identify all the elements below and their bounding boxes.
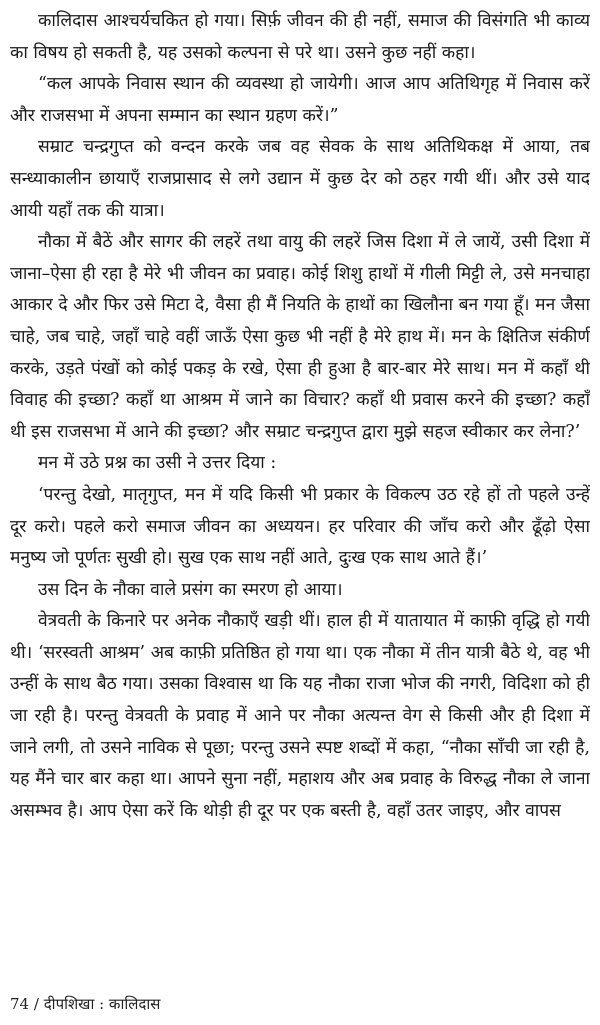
paragraph-1: कालिदास आश्चर्यचकित हो गया। सिर्फ़ जीवन की ही नहीं, समाज की विसंगति भी काव्य का विषय हो सकती है, यह उसको कल्पना से परे था। उसने कुछ नहीं कहा। <box>10 11 590 63</box>
page-body <box>10 6 590 986</box>
paragraph-6: ‘परन्तु देखो, मातृगुप्त, मन में यदि किसी भी प्रकार के विकल्प उठ रहे हों तो पहले उन्हें दूर करो। पहले करो समाज जीवन का अध्ययन। हर परिवार की जाँच करो और ढूँढ़ो ऐसा मनुष्य जो पूर्णतः सुखी हो। सुख एक साथ नहीं आते, दुःख एक साथ आते हैं।’ <box>10 484 590 569</box>
paragraph-5: मन में उठे प्रश्न का उसी ने उत्तर दिया : <box>38 453 277 474</box>
paragraph-3: सम्राट चन्द्रगुप्त को वन्दन करके जब वह सेवक के साथ अतिथिकक्ष में आया, तब सन्ध्याकालीन छायाएँ राजप्रासाद से लगे उद्यान में कुछ देर को ठहर गयी थीं। और उसे याद आयी यहाँ तक की यात्रा। <box>10 137 590 221</box>
paragraph-4: नौका में बैठें और सागर की लहरें तथा वायु की लहरें जिस दिशा में ले जायें, उसी दिशा में जाना–ऐसा ही रहा है मेरे भी जीवन का प्रवाह। कोई शिशु हाथों में गीली मिट्टी ले, उसे मनचाहा आकार दे और फिर उसे मिटा दे, वैसा ही मैं नियति के हाथों का खिलौना बन गया हूँ। मन जैसा चाहे, जब चाहे, जहाँ चाहे वहीं जाऊँ ऐसा कुछ भी नहीं है मेरे हाथ में। मन के क्षितिज संकीर्ण करके, उड़ते पंखों को कोई पकड़ के रखे, ऐसा ही हुआ है बार-बार मेरे साथ। मन में कहाँ थी विवाह की इच्छा? कहाँ था आश्रम में जाने का विचार? कहाँ थी प्रवास करने की इच्छा? कहाँ थी इस राजसभा में आने की इच्छा? और सम्राट चन्द्रगुप्त द्वारा मुझे सहज स्वीकार कर लेना?’ <box>10 232 590 442</box>
footer-separator: / <box>33 995 39 1013</box>
paragraph-8: वेत्रवती के किनारे पर अनेक नौकाएँ खड़ी थीं। हाल ही में यातायात में काफ़ी वृद्धि हो गयी थी। ‘सरस्वती आश्रम’ अब काफ़ी प्रतिष्ठित हो गया था। एक नौका में तीन यात्री बैठे थे, वह भी उन्हीं के साथ बैठ गया। उसका विश्वास था कि यह नौका राजा भोज की नगरी, विदिशा को ही जा रही है। परन्तु वेत्रवती के प्रवाह में आने पर नौका अत्यन्त वेग से किसी और ही दिशा में जाने लगी, तो उसने नाविक से पूछा; परन्तु उसने स्पष्ट शब्दों में कहा, “नौका साँची जा रही है, यह मैंने चार बार कहा था। आपने सुना नहीं, महाशय और अब प्रवाह के विरुद्ध नौका ले जाना असम्भव है। आप ऐसा करें कि थोड़ी ही दूर पर एक बस्ती है, वहाँ उतर जाइए, और वापस <box>10 611 590 821</box>
book-title: दीपशिखा : कालिदास <box>43 995 161 1013</box>
paragraph-7: उस दिन के नौका वाले प्रसंग का स्मरण हो आया। <box>38 579 343 600</box>
page-number: 74 <box>10 995 30 1013</box>
page-footer <box>10 993 160 1015</box>
paragraph-2: “कल आपके निवास स्थान की व्यवस्था हो जायेगी। आज आप अतिथिगृह में निवास करें और राजसभा में अपना सम्मान का स्थान ग्रहण करें।” <box>10 74 590 126</box>
